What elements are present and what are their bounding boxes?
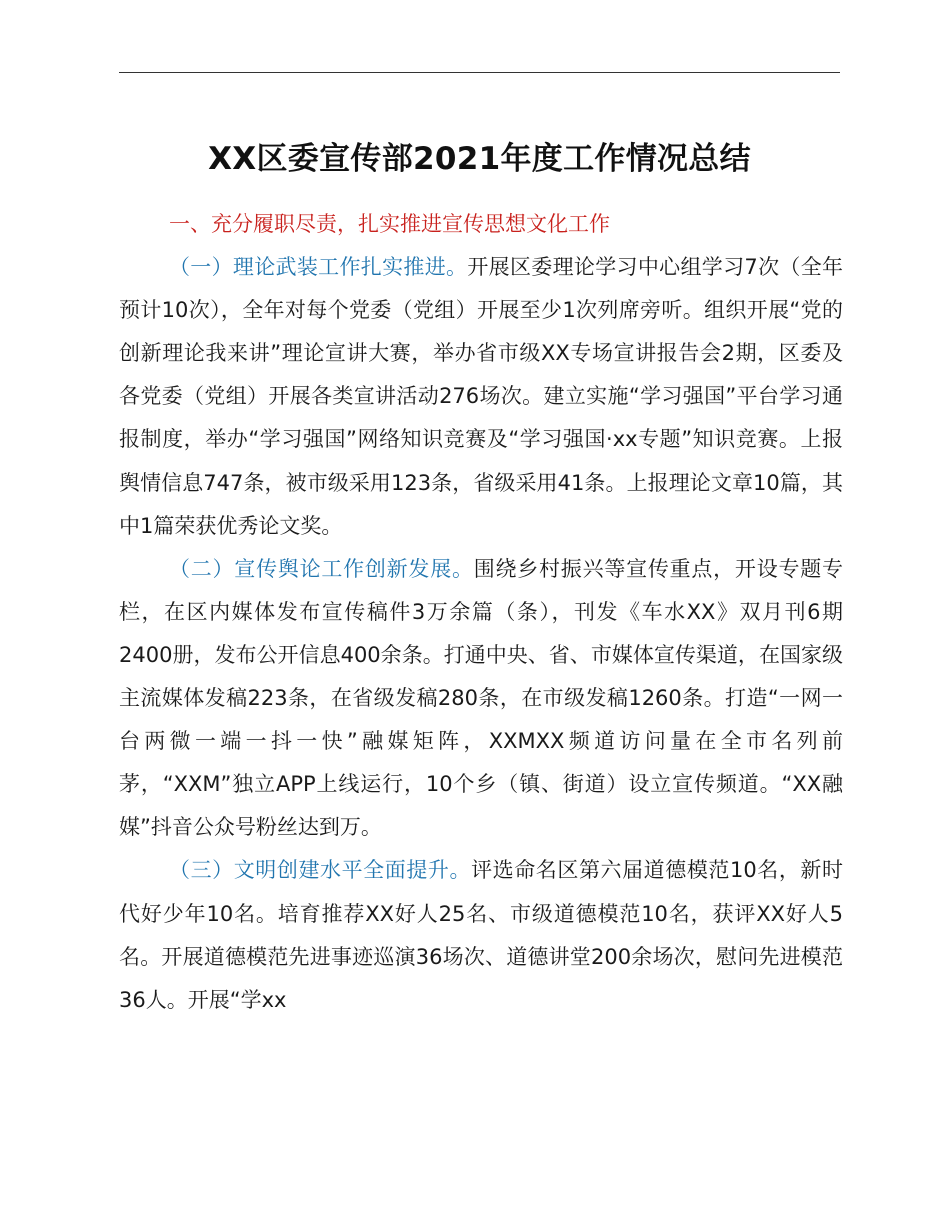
paragraph-1 xyxy=(119,246,843,548)
subheading-1: （一）理论武装工作扎实推进。 xyxy=(169,255,468,280)
document-body xyxy=(119,203,843,1022)
header-rule xyxy=(119,72,840,73)
document-title: XX区委宣传部2021年度工作情况总结 xyxy=(208,141,751,177)
paragraph-1-text: 开展区委理论学习中心组学习7次（全年预计10次），全年对每个党委（党组）开展至少1次列席旁听。组织开展“党的创新理论我来讲”理论宣讲大赛，举办省市级XX专场宣讲报告会2期，区委及各党委（党组）开展各类宣讲活动276场次。建立实施“学习强国”平台学习通报制度，举办“学习强国”网络知识竞赛及“学习强国·xx专题”知识竞赛。上报舆情信息747条，被市级采用123条，省级采用41条。上报理论文章10篇，其中1篇荣获优秀论文奖。 xyxy=(119,255,844,538)
section-heading-1: 一、充分履职尽责，扎实推进宣传思想文化工作 xyxy=(169,212,610,236)
paragraph-2 xyxy=(119,548,843,850)
paragraph-2-text: 围绕乡村振兴等宣传重点，开设专题专栏，在区内媒体发布宣传稿件3万余篇（条），刊发《车水XX》双月刊6期2400册，发布公开信息400余条。打通中央、省、市媒体宣传渠道，在国家级主流媒体发稿223条，在省级发稿280条，在市级发稿1260条。打造“一网一台两微一端一抖一快”融媒矩阵，XXMXX频道访问量在全市名列前茅，“XXM”独立APP上线运行，10个乡（镇、街道）设立宣传频道。“XX融媒”抖音公众号粉丝达到万。 xyxy=(119,556,843,840)
paragraph-3 xyxy=(119,849,843,1021)
paragraph-3-text: 评选命名区第六届道德模范10名，新时代好少年10名。培育推荐XX好人25名、市级道德模范10名，获评XX好人5名。开展道德模范先进事迹巡演36场次、道德讲堂200余场次，慰问先进模范36人。开展“学xx xyxy=(119,858,843,1012)
subheading-3: （三）文明创建水平全面提升。 xyxy=(169,858,472,883)
subheading-2: （二）宣传舆论工作创新发展。 xyxy=(169,556,474,581)
